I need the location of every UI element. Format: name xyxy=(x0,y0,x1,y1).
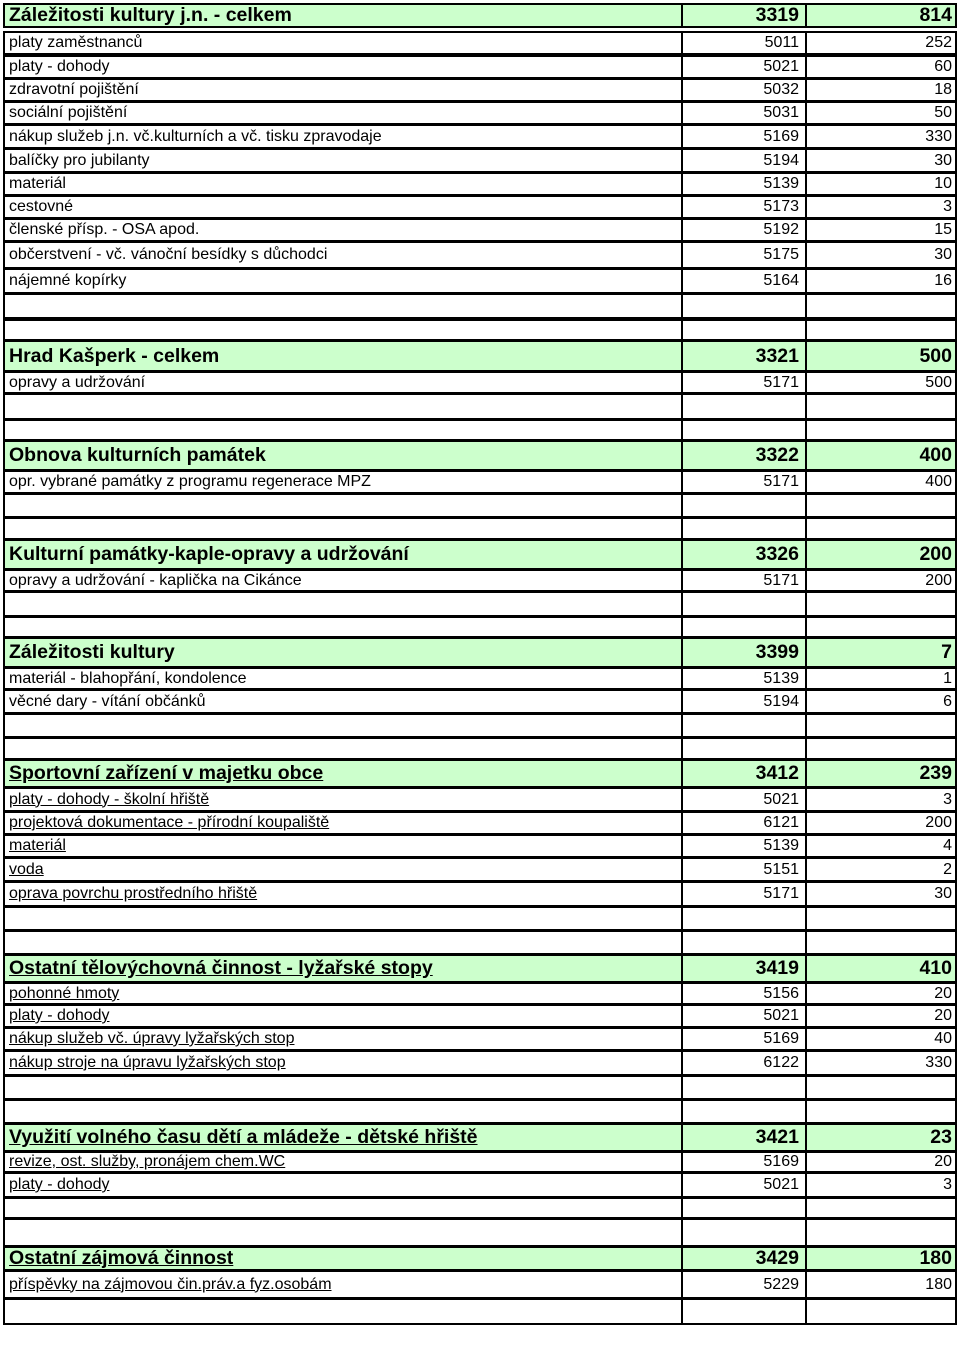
item-value-cell xyxy=(805,295,955,317)
item-value-cell: 180 xyxy=(805,1272,955,1297)
item-code-cell xyxy=(681,932,805,953)
item-code-cell xyxy=(681,593,805,615)
item-value-cell: 10 xyxy=(805,174,955,194)
section-header-row xyxy=(3,340,957,372)
item-value-cell xyxy=(805,908,955,929)
item-name: nákup služeb j.n. vč.kulturních a vč. tisku zpravodaje xyxy=(9,127,382,145)
item-code-cell: 3399 xyxy=(681,639,805,666)
item-name-cell xyxy=(5,836,681,856)
item-name: platy - dohody - školní hřiště xyxy=(9,790,210,808)
empty-row xyxy=(3,293,957,319)
item-name-cell xyxy=(5,1272,681,1297)
section-header-row xyxy=(3,539,957,570)
item-code-cell xyxy=(681,739,805,758)
item-code-cell: 5139 xyxy=(681,174,805,194)
item-value-cell: 20 xyxy=(805,984,955,1003)
item-name: opravy a udržování xyxy=(9,373,146,391)
item-value-cell xyxy=(805,395,955,418)
item-name: platy - dohody xyxy=(9,1176,110,1193)
item-value-cell: 330 xyxy=(805,1052,955,1074)
item-code-cell: 3319 xyxy=(681,5,805,26)
section-header-row xyxy=(3,759,957,788)
item-name: Využití volného času dětí a mládeže - dětské hřiště xyxy=(9,1126,478,1148)
item-name: Hrad Kašperk - celkem xyxy=(9,344,220,367)
item-name-cell xyxy=(5,5,681,26)
item-name-cell xyxy=(5,421,681,439)
item-name: platy zaměstnanců xyxy=(9,34,143,51)
item-name-cell xyxy=(5,33,681,53)
item-code-cell xyxy=(681,715,805,736)
item-code-cell: 5139 xyxy=(681,669,805,688)
item-code-cell: 5171 xyxy=(681,472,805,492)
item-value-cell xyxy=(805,495,955,516)
item-name-cell xyxy=(5,103,681,123)
item-code-cell: 5021 xyxy=(681,1006,805,1026)
item-code-cell: 5021 xyxy=(681,789,805,810)
empty-row xyxy=(3,517,957,540)
item-name-cell xyxy=(5,1125,681,1150)
table-row xyxy=(3,787,957,812)
item-name: voda xyxy=(9,860,44,878)
item-name: opravy a udržování - kaplička na Cikánce xyxy=(9,571,302,589)
item-name: Ostatní zájmová činnost xyxy=(9,1248,234,1269)
item-value-cell: 30 xyxy=(805,150,955,171)
empty-row xyxy=(3,616,957,638)
item-name-cell xyxy=(5,1220,681,1245)
item-name-cell xyxy=(5,321,681,339)
item-name-cell xyxy=(5,739,681,758)
item-value-cell: 330 xyxy=(805,126,955,147)
item-value-cell: 6 xyxy=(805,691,955,712)
table-row xyxy=(3,1027,957,1051)
section-header-row xyxy=(3,1246,957,1271)
item-value-cell: 18 xyxy=(805,80,955,100)
table-row xyxy=(3,31,957,55)
table-row xyxy=(3,101,957,125)
item-code-cell: 3429 xyxy=(681,1248,805,1269)
item-value-cell: 410 xyxy=(805,956,955,981)
item-code-cell xyxy=(681,321,805,339)
item-value-cell xyxy=(805,1077,955,1098)
item-value-cell: 200 xyxy=(805,541,955,568)
section-header-row xyxy=(3,954,957,983)
item-name-cell xyxy=(5,639,681,666)
item-value-cell: 15 xyxy=(805,220,955,240)
item-value-cell xyxy=(805,1300,955,1323)
item-name: Sportovní zařízení v majetku obce xyxy=(9,762,324,784)
item-name-cell xyxy=(5,859,681,880)
item-code-cell xyxy=(681,1300,805,1323)
item-value-cell: 30 xyxy=(805,883,955,905)
empty-row xyxy=(3,906,957,931)
item-name: členské přísp. - OSA apod. xyxy=(9,221,200,238)
item-name-cell xyxy=(5,174,681,194)
item-name: Záležitosti kultury j.n. - celkem xyxy=(9,5,292,26)
item-value-cell xyxy=(805,1199,955,1217)
table-row xyxy=(3,1172,957,1198)
item-name: Záležitosti kultury xyxy=(9,641,175,663)
item-name-cell xyxy=(5,932,681,953)
section-header-row xyxy=(3,637,957,668)
item-name: balíčky pro jubilanty xyxy=(9,151,150,169)
item-name-cell xyxy=(5,295,681,317)
table-row xyxy=(3,218,957,242)
item-value-cell: 252 xyxy=(805,33,955,53)
item-code-cell xyxy=(681,1199,805,1217)
item-code-cell: 5031 xyxy=(681,103,805,123)
item-value-cell: 23 xyxy=(805,1125,955,1150)
item-name-cell xyxy=(5,1077,681,1098)
item-value-cell xyxy=(805,321,955,339)
item-code-cell: 5192 xyxy=(681,220,805,240)
item-value-cell: 200 xyxy=(805,813,955,833)
item-name-cell xyxy=(5,984,681,1003)
item-value-cell: 1 xyxy=(805,669,955,688)
item-name-cell xyxy=(5,80,681,100)
item-value-cell: 7 xyxy=(805,639,955,666)
item-name-cell xyxy=(5,1199,681,1217)
empty-row xyxy=(3,930,957,955)
item-name-cell xyxy=(5,541,681,568)
item-code-cell: 3421 xyxy=(681,1125,805,1150)
item-code-cell: 5169 xyxy=(681,1153,805,1171)
item-name-cell xyxy=(5,373,681,392)
empty-row xyxy=(3,1218,957,1247)
item-code-cell: 5164 xyxy=(681,270,805,292)
item-name-cell xyxy=(5,197,681,217)
table-row xyxy=(3,172,957,196)
item-name-cell xyxy=(5,57,681,77)
empty-row xyxy=(3,1099,957,1124)
item-name: zdravotní pojištění xyxy=(9,81,139,98)
table-row xyxy=(3,857,957,882)
item-name-cell xyxy=(5,813,681,833)
item-code-cell xyxy=(681,495,805,516)
section-header-row xyxy=(3,1123,957,1152)
item-code-cell: 5021 xyxy=(681,1174,805,1196)
item-name: opr. vybrané památky z programu regenerace MPZ xyxy=(9,473,371,490)
item-code-cell: 3322 xyxy=(681,442,805,469)
item-code-cell: 5151 xyxy=(681,859,805,880)
item-value-cell: 16 xyxy=(805,270,955,292)
item-name-cell xyxy=(5,593,681,615)
item-name-cell xyxy=(5,342,681,370)
item-code-cell xyxy=(681,908,805,929)
item-name-cell xyxy=(5,715,681,736)
item-name-cell xyxy=(5,495,681,516)
table-row xyxy=(3,1004,957,1028)
item-code-cell: 5229 xyxy=(681,1272,805,1297)
item-value-cell: 500 xyxy=(805,373,955,392)
item-name: nákup stroje na úpravu lyžařských stop xyxy=(9,1054,286,1071)
table-row xyxy=(3,268,957,294)
item-value-cell: 60 xyxy=(805,57,955,77)
table-row xyxy=(3,569,957,592)
item-value-cell xyxy=(805,421,955,439)
item-name: platy - dohody xyxy=(9,58,110,75)
item-name-cell xyxy=(5,1029,681,1049)
item-name-cell xyxy=(5,220,681,240)
item-code-cell: 6121 xyxy=(681,813,805,833)
item-code-cell: 5194 xyxy=(681,150,805,171)
item-name-cell xyxy=(5,442,681,469)
item-name: příspěvky na zájmovou čin.práv.a fyz.osobám xyxy=(9,1275,332,1293)
empty-row xyxy=(3,419,957,441)
item-name-cell xyxy=(5,150,681,171)
item-value-cell xyxy=(805,618,955,636)
item-name: Ostatní tělovýchovná činnost - lyžařské stopy xyxy=(9,957,433,979)
item-name-cell xyxy=(5,571,681,590)
item-code-cell xyxy=(681,295,805,317)
table-row xyxy=(3,124,957,149)
item-value-cell: 400 xyxy=(805,442,955,469)
item-value-cell: 500 xyxy=(805,342,955,370)
item-value-cell xyxy=(805,715,955,736)
item-name: pohonné hmoty xyxy=(9,984,120,1002)
item-name: materiál xyxy=(9,837,66,854)
empty-row xyxy=(3,393,957,420)
table-row xyxy=(3,689,957,714)
table-row xyxy=(3,811,957,835)
item-value-cell xyxy=(805,593,955,615)
item-name-cell xyxy=(5,908,681,929)
item-code-cell: 5194 xyxy=(681,691,805,712)
item-code-cell: 5171 xyxy=(681,571,805,590)
item-name-cell xyxy=(5,1248,681,1269)
item-code-cell: 5173 xyxy=(681,197,805,217)
item-name-cell xyxy=(5,618,681,636)
item-value-cell: 3 xyxy=(805,197,955,217)
item-name: nákup služeb vč. úpravy lyžařských stop xyxy=(9,1030,295,1047)
item-code-cell: 5032 xyxy=(681,80,805,100)
empty-row xyxy=(3,713,957,738)
section-header-row xyxy=(3,3,957,28)
item-code-cell: 5011 xyxy=(681,33,805,53)
item-value-cell: 50 xyxy=(805,103,955,123)
item-name-cell xyxy=(5,519,681,538)
table-row xyxy=(3,1151,957,1173)
empty-row xyxy=(3,591,957,617)
item-code-cell xyxy=(681,421,805,439)
table-row xyxy=(3,78,957,102)
table-row xyxy=(3,195,957,219)
item-code-cell xyxy=(681,1220,805,1245)
item-value-cell: 20 xyxy=(805,1006,955,1026)
table-row xyxy=(3,1050,957,1076)
item-value-cell xyxy=(805,739,955,758)
item-value-cell: 4 xyxy=(805,836,955,856)
item-value-cell: 200 xyxy=(805,571,955,590)
item-code-cell: 3321 xyxy=(681,342,805,370)
item-value-cell: 400 xyxy=(805,472,955,492)
item-name: Kulturní památky-kaple-opravy a udržování xyxy=(9,543,409,565)
item-name-cell xyxy=(5,789,681,810)
item-name-cell xyxy=(5,1300,681,1323)
empty-row xyxy=(3,493,957,518)
item-name-cell xyxy=(5,1052,681,1074)
item-name-cell xyxy=(5,669,681,688)
section-header-row xyxy=(3,440,957,471)
item-value-cell: 30 xyxy=(805,243,955,267)
table-row xyxy=(3,470,957,494)
item-name-cell xyxy=(5,270,681,292)
item-name: materiál xyxy=(9,175,66,192)
table-row xyxy=(3,834,957,858)
item-name: Obnova kulturních památek xyxy=(9,444,266,466)
item-code-cell: 5021 xyxy=(681,57,805,77)
item-name: nájemné kopírky xyxy=(9,272,127,289)
item-name-cell xyxy=(5,472,681,492)
item-value-cell: 2 xyxy=(805,859,955,880)
item-code-cell xyxy=(681,519,805,538)
empty-row xyxy=(3,319,957,341)
item-code-cell: 5139 xyxy=(681,836,805,856)
empty-row xyxy=(3,1197,957,1219)
empty-row xyxy=(3,1075,957,1100)
item-name: platy - dohody xyxy=(9,1007,110,1024)
item-name: materiál - blahopřání, kondolence xyxy=(9,669,247,687)
item-code-cell: 3412 xyxy=(681,761,805,786)
item-code-cell xyxy=(681,395,805,418)
item-name-cell xyxy=(5,956,681,981)
item-value-cell: 40 xyxy=(805,1029,955,1049)
item-code-cell: 5169 xyxy=(681,1029,805,1049)
item-code-cell: 5171 xyxy=(681,883,805,905)
table-row xyxy=(3,982,957,1005)
item-value-cell xyxy=(805,1101,955,1122)
item-code-cell xyxy=(681,1101,805,1122)
item-name: oprava povrchu prostředního hřiště xyxy=(9,885,258,902)
table-row xyxy=(3,1270,957,1299)
empty-row xyxy=(3,1298,957,1325)
item-name: občerstvení - vč. vánoční besídky s důchodci xyxy=(9,246,328,263)
item-value-cell: 814 xyxy=(805,5,955,26)
table-row xyxy=(3,667,957,690)
table-row xyxy=(3,241,957,269)
item-value-cell: 3 xyxy=(805,789,955,810)
item-name-cell xyxy=(5,761,681,786)
item-value-cell: 239 xyxy=(805,761,955,786)
item-code-cell: 5169 xyxy=(681,126,805,147)
item-code-cell: 5171 xyxy=(681,373,805,392)
item-value-cell xyxy=(805,932,955,953)
item-name-cell xyxy=(5,1006,681,1026)
table-row xyxy=(3,881,957,907)
item-value-cell: 3 xyxy=(805,1174,955,1196)
item-name-cell xyxy=(5,126,681,147)
item-name-cell xyxy=(5,691,681,712)
item-code-cell: 6122 xyxy=(681,1052,805,1074)
item-code-cell: 5175 xyxy=(681,243,805,267)
item-name: revize, ost. služby, pronájem chem.WC xyxy=(9,1153,286,1170)
table-row xyxy=(3,148,957,173)
item-name-cell xyxy=(5,1153,681,1171)
item-value-cell: 180 xyxy=(805,1248,955,1269)
item-value-cell: 20 xyxy=(805,1153,955,1171)
item-name: věcné dary - vítání občánků xyxy=(9,692,206,710)
item-name-cell xyxy=(5,243,681,267)
empty-row xyxy=(3,737,957,760)
item-value-cell xyxy=(805,519,955,538)
table-row xyxy=(3,55,957,79)
item-name-cell xyxy=(5,395,681,418)
item-name: cestovné xyxy=(9,198,74,215)
item-name: projektová dokumentace - přírodní koupaliště xyxy=(9,814,330,831)
item-code-cell xyxy=(681,1077,805,1098)
item-code-cell xyxy=(681,618,805,636)
item-name-cell xyxy=(5,883,681,905)
item-value-cell xyxy=(805,1220,955,1245)
item-code-cell: 3419 xyxy=(681,956,805,981)
item-code-cell: 3326 xyxy=(681,541,805,568)
item-name-cell xyxy=(5,1101,681,1122)
item-name: sociální pojištění xyxy=(9,104,128,121)
table-row xyxy=(3,371,957,394)
item-name-cell xyxy=(5,1174,681,1196)
item-code-cell: 5156 xyxy=(681,984,805,1003)
